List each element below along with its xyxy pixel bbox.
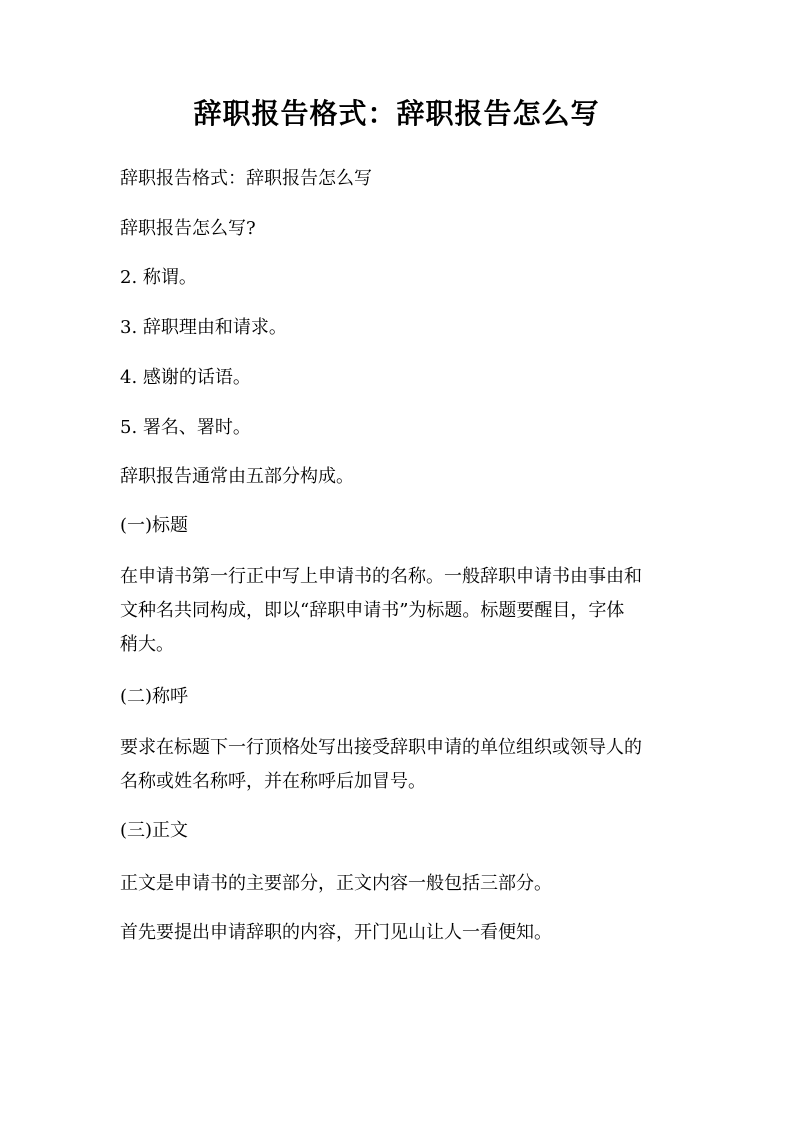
list-item-4: 4. 感谢的话语。 <box>120 367 251 388</box>
document-subtitle: 辞职报告格式：辞职报告怎么写 <box>120 168 372 189</box>
paragraph-line: 文种名共同构成，即以“辞职申请书”为标题。标题要醒目，字体 <box>120 600 625 621</box>
intro-line: 辞职报告通常由五部分构成。 <box>120 466 354 487</box>
paragraph-line: 稍大。 <box>120 634 174 655</box>
list-item-2: 2. 称谓。 <box>120 267 197 288</box>
section-heading-body: (三)正文 <box>120 820 189 841</box>
section-title-paragraph <box>120 560 680 662</box>
paragraph-line: 在申请书第一行正中写上申请书的名称。一般辞职申请书由事由和 <box>120 566 642 587</box>
section-heading-title: (一)标题 <box>120 515 189 536</box>
paragraph-line: 要求在标题下一行顶格处写出接受辞职申请的单位组织或领导人的 <box>120 737 642 758</box>
document-title: 辞职报告格式：辞职报告怎么写 <box>193 97 600 130</box>
list-item-5: 5. 署名、署时。 <box>120 417 251 438</box>
section-heading-salutation: (二)称呼 <box>120 686 189 707</box>
body-paragraph-1: 正文是申请书的主要部分，正文内容一般包括三部分。 <box>120 873 552 894</box>
section-salutation-paragraph <box>120 731 680 799</box>
question-line: 辞职报告怎么写? <box>120 218 256 239</box>
paragraph-line: 名称或姓名称呼，并在称呼后加冒号。 <box>120 771 426 792</box>
list-item-3: 3. 辞职理由和请求。 <box>120 317 287 338</box>
body-paragraph-2: 首先要提出申请辞职的内容，开门见山让人一看便知。 <box>120 922 552 943</box>
